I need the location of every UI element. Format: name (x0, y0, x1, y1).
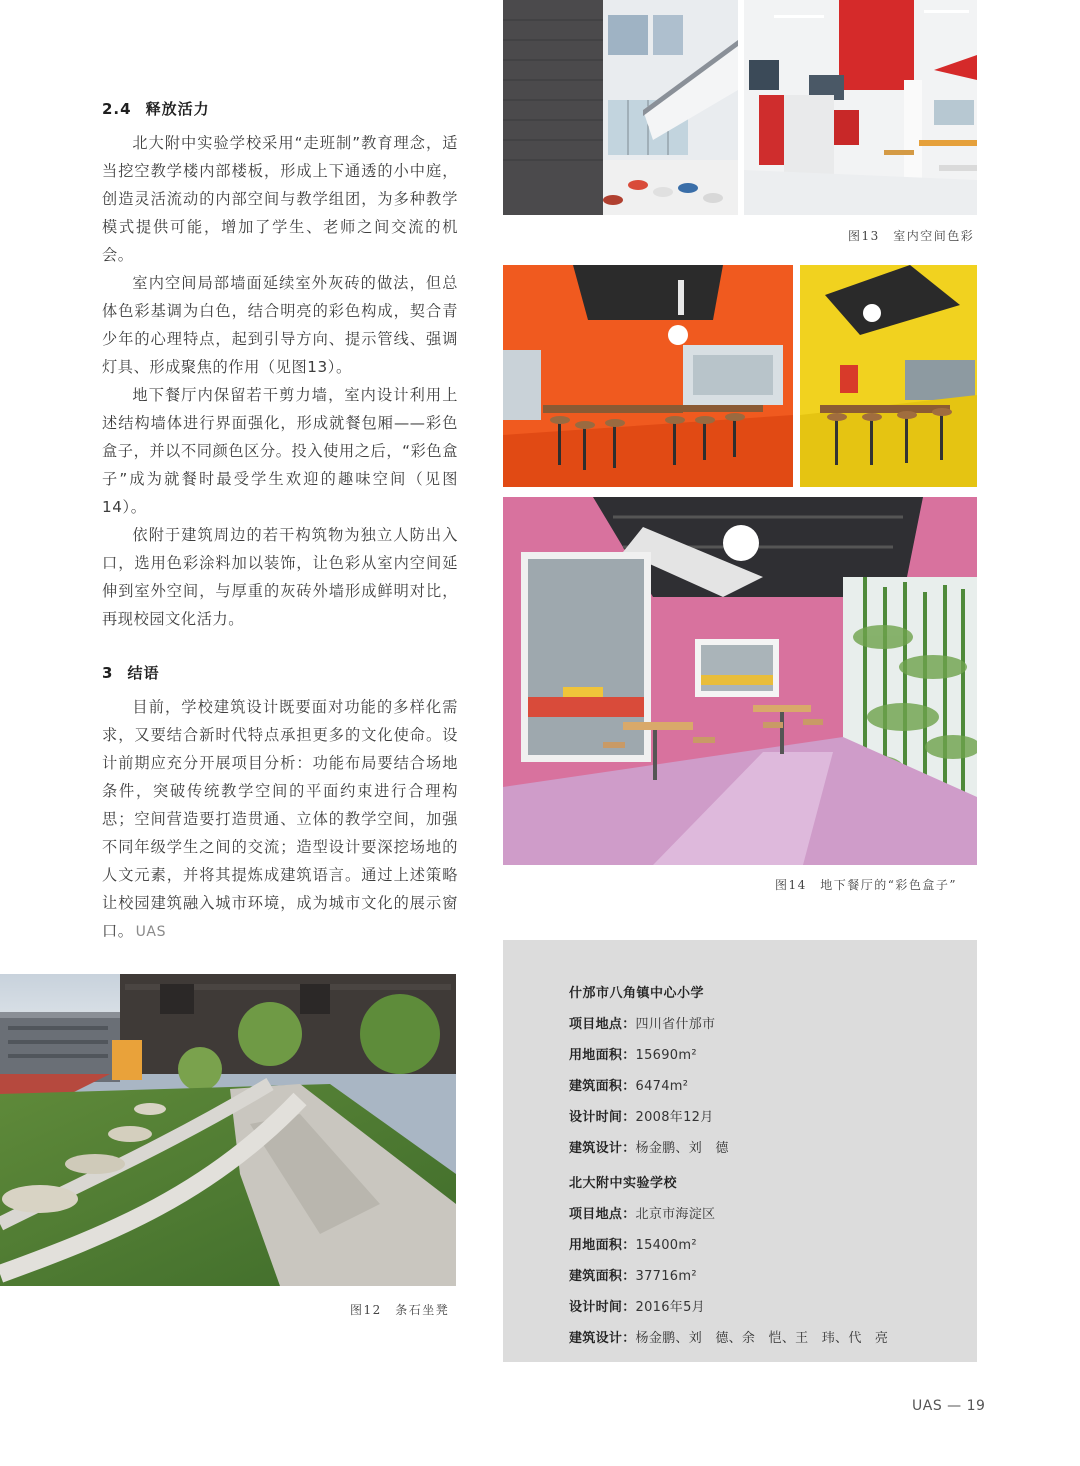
section-heading (102, 98, 458, 119)
section-title: 释放活力 (145, 100, 210, 118)
info-key: 项目地点： (569, 1017, 636, 1032)
fig12-caption: 图12 条石坐凳 (350, 1303, 450, 1317)
paragraph: 地下餐厅内保留若干剪力墙，室内设计利用上述结构墙体进行界面强化，形成就餐包厢——彩色盒子，并以不同颜色区分。投入使用之后，“彩色盒子”成为就餐时最受学生欢迎的趣味空间（见图14）。 (102, 386, 458, 516)
info-row (569, 1044, 969, 1063)
info-value: 2016年5月 (635, 1300, 705, 1315)
project-info-box (503, 940, 977, 1362)
project-name: 什邡市八角镇中心小学 (569, 986, 705, 1001)
info-value: 杨金鹏、刘 德 (635, 1141, 729, 1156)
fig13-photo-corridor (744, 0, 977, 215)
fig14-photo-pink-box (503, 497, 977, 865)
info-key: 建筑设计： (569, 1141, 636, 1156)
paragraph (102, 693, 458, 946)
info-row (569, 1296, 969, 1315)
info-row (569, 1106, 969, 1125)
end-mark: UAS (135, 924, 167, 940)
section-title: 结语 (127, 664, 160, 682)
paragraph-text: 目前，学校建筑设计既要面对功能的多样化需求，又要结合新时代特点承担更多的文化使命。设计前期应充分开展项目分析：功能布局要结合场地条件，突破传统教学空间的平面约束进行合理构思；空间营造要打造贯通、立体的教学空间，加强不同年级学生之间的交流；造型设计要深挖场地的人文元素，并将其提炼成建筑语言。通过上述策略让校园建筑融入城市环境，成为城市文化的展示窗口。 (102, 698, 458, 940)
info-value: 6474m² (635, 1079, 689, 1094)
info-key: 用地面积： (569, 1048, 636, 1063)
info-value: 15690m² (635, 1048, 697, 1063)
info-value: 2008年12月 (635, 1110, 714, 1125)
section-3 (102, 662, 458, 946)
info-key: 建筑设计： (569, 1331, 636, 1346)
info-key: 建筑面积： (569, 1079, 636, 1094)
project-name: 北大附中实验学校 (569, 1176, 678, 1191)
section-2-4 (102, 98, 458, 633)
info-value: 15400m² (635, 1238, 697, 1253)
info-row (569, 1265, 969, 1284)
info-value: 37716m² (635, 1269, 697, 1284)
info-row (569, 1075, 969, 1094)
project-block (569, 982, 969, 1168)
page-number: UAS — 19 (912, 1398, 986, 1414)
fig14-photo-yellow-box (800, 265, 977, 487)
project-block (569, 1172, 969, 1358)
info-key: 建筑面积： (569, 1269, 636, 1284)
section-number: 3 (102, 664, 114, 682)
fig13-caption: 图13 室内空间色彩 (848, 229, 975, 243)
paragraph: 依附于建筑周边的若干构筑物为独立人防出入口，选用色彩涂料加以装饰，让色彩从室内空间延伸到室外空间，与厚重的灰砖外墙形成鲜明对比，再现校园文化活力。 (102, 526, 458, 628)
info-row (569, 1013, 969, 1032)
fig14-photo-orange-box (503, 265, 793, 487)
info-value: 北京市海淀区 (635, 1207, 716, 1222)
section-heading (102, 662, 458, 683)
info-row (569, 1327, 969, 1346)
info-value: 四川省什邡市 (635, 1017, 716, 1032)
paragraph: 北大附中实验学校采用“走班制”教育理念，适当挖空教学楼内部楼板，形成上下通透的小中庭，创造灵活流动的内部空间与教学组团，为多种教学模式提供可能，增加了学生、老师之间交流的机会。 (102, 134, 458, 264)
info-key: 设计时间： (569, 1110, 636, 1125)
info-value: 杨金鹏、刘 德、余 恺、王 玮、代 亮 (635, 1331, 889, 1346)
fig12-photo (0, 974, 456, 1286)
section-number: 2.4 (102, 100, 132, 118)
info-row (569, 1234, 969, 1253)
info-row (569, 1203, 969, 1222)
info-key: 项目地点： (569, 1207, 636, 1222)
fig14-caption: 图14 地下餐厅的“彩色盒子” (775, 878, 958, 892)
info-key: 用地面积： (569, 1238, 636, 1253)
paragraph: 室内空间局部墙面延续室外灰砖的做法，但总体色彩基调为白色，结合明亮的彩色构成，契合青少年的心理特点，起到引导方向、提示管线、强调灯具、形成聚焦的作用（见图13）。 (102, 274, 458, 376)
info-key: 设计时间： (569, 1300, 636, 1315)
info-row (569, 1137, 969, 1156)
fig13-photo-atrium (503, 0, 738, 215)
